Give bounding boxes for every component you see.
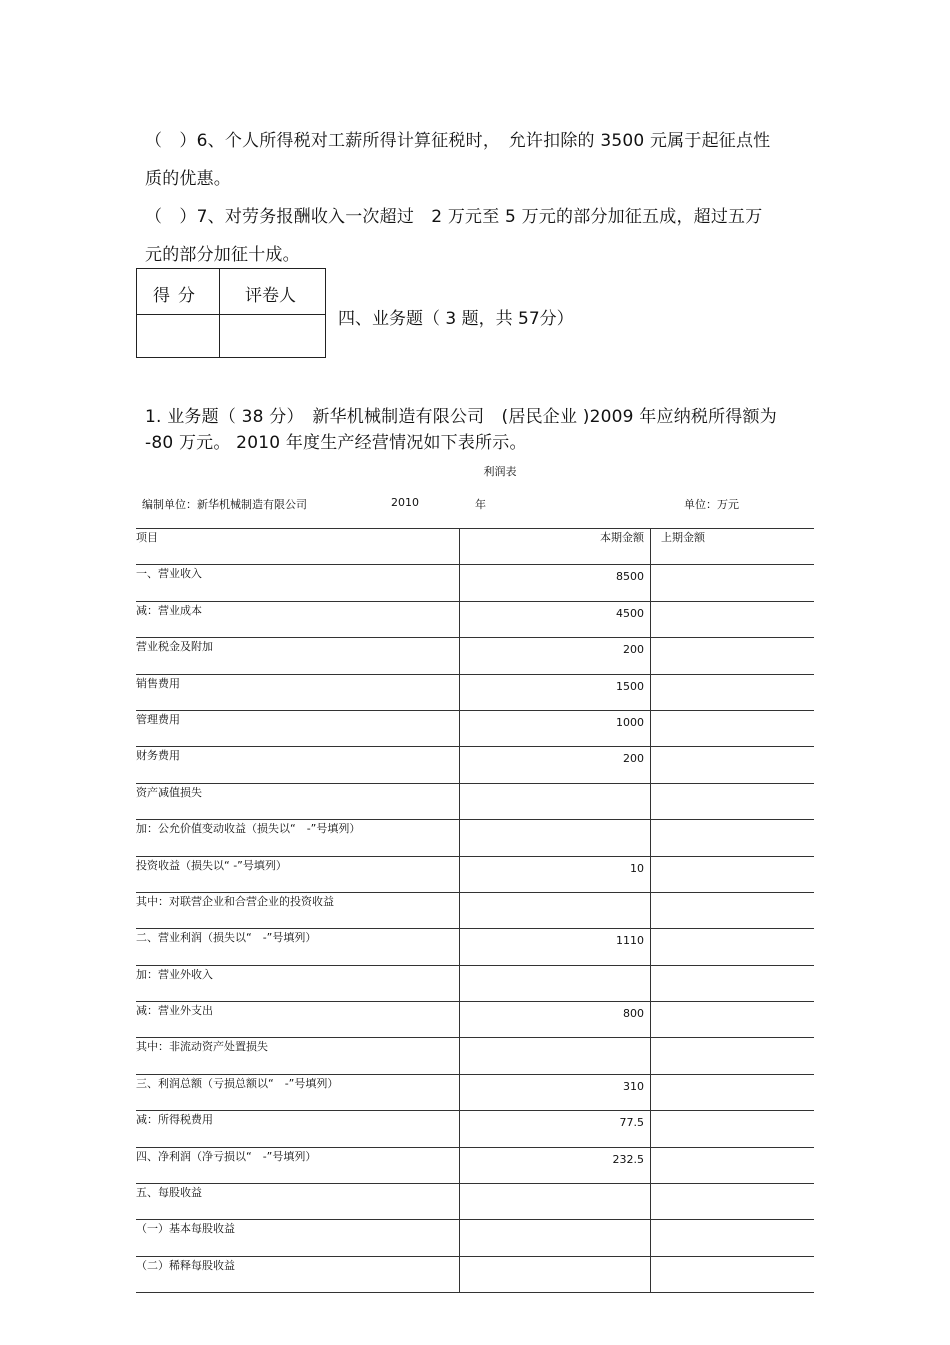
row-previous-amount-cell xyxy=(651,674,814,710)
column-header-previous: 上期金额 xyxy=(651,529,814,565)
row-previous-amount-cell xyxy=(651,783,814,819)
table-row xyxy=(136,892,814,928)
table-row xyxy=(136,1147,814,1183)
section-title: 四、业务题（ 3 题，共 57分） xyxy=(338,309,574,329)
row-current-amount-cell: 1110 xyxy=(460,929,651,965)
statement-title: 利润表 xyxy=(483,465,517,478)
row-current-amount-cell xyxy=(460,820,651,856)
statement-currency-label: 单位：万元 xyxy=(684,498,739,511)
statement-unit-label: 编制单位：新华机械制造有限公司 xyxy=(142,498,307,511)
row-previous-amount-cell xyxy=(651,1220,814,1256)
table-row xyxy=(136,1038,814,1074)
row-current-amount-cell: 200 xyxy=(460,638,651,674)
table-header-row xyxy=(136,529,814,565)
row-current-amount-cell xyxy=(460,1038,651,1074)
row-item-cell: （一）基本每股收益 xyxy=(136,1220,460,1256)
row-item-cell: 加：公允价值变动收益（损失以“ -”号填列） xyxy=(136,820,460,856)
table-row xyxy=(136,965,814,1001)
table-row xyxy=(136,1002,814,1038)
table-row xyxy=(136,856,814,892)
row-current-amount-cell xyxy=(460,1256,651,1292)
statement-year-number: 2010 xyxy=(391,496,419,509)
row-current-amount-cell xyxy=(460,965,651,1001)
row-item-cell: 投资收益（损失以“ -”号填列） xyxy=(136,856,460,892)
table-row xyxy=(136,565,814,601)
table-row xyxy=(136,1220,814,1256)
score-box-divider-vertical xyxy=(219,269,220,357)
row-item-cell: 加：营业外收入 xyxy=(136,965,460,1001)
statement-year-label: 年 xyxy=(475,498,486,511)
table-row xyxy=(136,1256,814,1292)
row-item-cell: 销售费用 xyxy=(136,674,460,710)
table-row xyxy=(136,710,814,746)
row-item-cell: 减：营业成本 xyxy=(136,601,460,637)
row-previous-amount-cell xyxy=(651,710,814,746)
row-previous-amount-cell xyxy=(651,892,814,928)
row-item-cell: 财务费用 xyxy=(136,747,460,783)
score-box xyxy=(136,268,326,358)
row-previous-amount-cell xyxy=(651,1074,814,1110)
row-item-cell: 四、净利润（净亏损以“ -”号填列） xyxy=(136,1147,460,1183)
row-item-cell: 资产减值损失 xyxy=(136,783,460,819)
problem-1-line-2: -80 万元。 2010 年度生产经营情况如下表所示。 xyxy=(145,433,527,453)
row-previous-amount-cell xyxy=(651,747,814,783)
table-row xyxy=(136,1074,814,1110)
row-item-cell: 减：营业外支出 xyxy=(136,1002,460,1038)
row-previous-amount-cell xyxy=(651,965,814,1001)
row-previous-amount-cell xyxy=(651,601,814,637)
table-row xyxy=(136,820,814,856)
row-current-amount-cell xyxy=(460,783,651,819)
row-current-amount-cell: 77.5 xyxy=(460,1111,651,1147)
row-current-amount-cell xyxy=(460,892,651,928)
table-row xyxy=(136,1184,814,1220)
table-row xyxy=(136,1111,814,1147)
row-previous-amount-cell xyxy=(651,638,814,674)
problem-1-line-1: 1. 业务题（ 38 分） 新华机械制造有限公司 (居民企业 )2009 年应纳税所得额为 xyxy=(145,407,777,427)
row-current-amount-cell: 310 xyxy=(460,1074,651,1110)
row-item-cell: 一、营业收入 xyxy=(136,565,460,601)
column-header-current: 本期金额 xyxy=(460,529,651,565)
row-item-cell: （二）稀释每股收益 xyxy=(136,1256,460,1292)
row-current-amount-cell: 200 xyxy=(460,747,651,783)
row-current-amount-cell: 1500 xyxy=(460,674,651,710)
table-row xyxy=(136,674,814,710)
row-current-amount-cell: 800 xyxy=(460,1002,651,1038)
row-current-amount-cell: 232.5 xyxy=(460,1147,651,1183)
row-previous-amount-cell xyxy=(651,1256,814,1292)
score-label: 得分 xyxy=(153,286,203,306)
row-previous-amount-cell xyxy=(651,1038,814,1074)
row-previous-amount-cell xyxy=(651,1111,814,1147)
row-item-cell: 营业税金及附加 xyxy=(136,638,460,674)
row-previous-amount-cell xyxy=(651,565,814,601)
score-box-divider-horizontal xyxy=(137,314,325,315)
table-row xyxy=(136,601,814,637)
row-current-amount-cell: 4500 xyxy=(460,601,651,637)
row-item-cell: 其中：对联营企业和合营企业的投资收益 xyxy=(136,892,460,928)
table-row xyxy=(136,638,814,674)
row-current-amount-cell: 8500 xyxy=(460,565,651,601)
row-item-cell: 减：所得税费用 xyxy=(136,1111,460,1147)
row-current-amount-cell: 10 xyxy=(460,856,651,892)
row-previous-amount-cell xyxy=(651,1147,814,1183)
row-current-amount-cell xyxy=(460,1220,651,1256)
row-previous-amount-cell xyxy=(651,1002,814,1038)
row-current-amount-cell: 1000 xyxy=(460,710,651,746)
question-6-line-2: 质的优惠。 xyxy=(145,169,231,189)
question-7-line-1: （ ）7、对劳务报酬收入一次超过 2 万元至 5 万元的部分加征五成，超过五万 xyxy=(145,207,763,227)
row-previous-amount-cell xyxy=(651,929,814,965)
row-current-amount-cell xyxy=(460,1184,651,1220)
grader-label: 评卷人 xyxy=(245,286,296,306)
question-6-line-1: （ ）6、个人所得税对工薪所得计算征税时， 允许扣除的 3500 元属于起征点性 xyxy=(145,131,771,151)
column-header-item: 项目 xyxy=(136,529,460,565)
table-row xyxy=(136,747,814,783)
table-row xyxy=(136,929,814,965)
row-item-cell: 管理费用 xyxy=(136,710,460,746)
question-7-line-2: 元的部分加征十成。 xyxy=(145,245,300,265)
row-item-cell: 二、营业利润（损失以“ -”号填列） xyxy=(136,929,460,965)
row-previous-amount-cell xyxy=(651,856,814,892)
table-row xyxy=(136,783,814,819)
row-previous-amount-cell xyxy=(651,1184,814,1220)
row-item-cell: 五、每股收益 xyxy=(136,1184,460,1220)
income-statement-table xyxy=(136,528,814,1293)
row-item-cell: 其中：非流动资产处置损失 xyxy=(136,1038,460,1074)
row-previous-amount-cell xyxy=(651,820,814,856)
row-item-cell: 三、利润总额（亏损总额以“ -”号填列） xyxy=(136,1074,460,1110)
